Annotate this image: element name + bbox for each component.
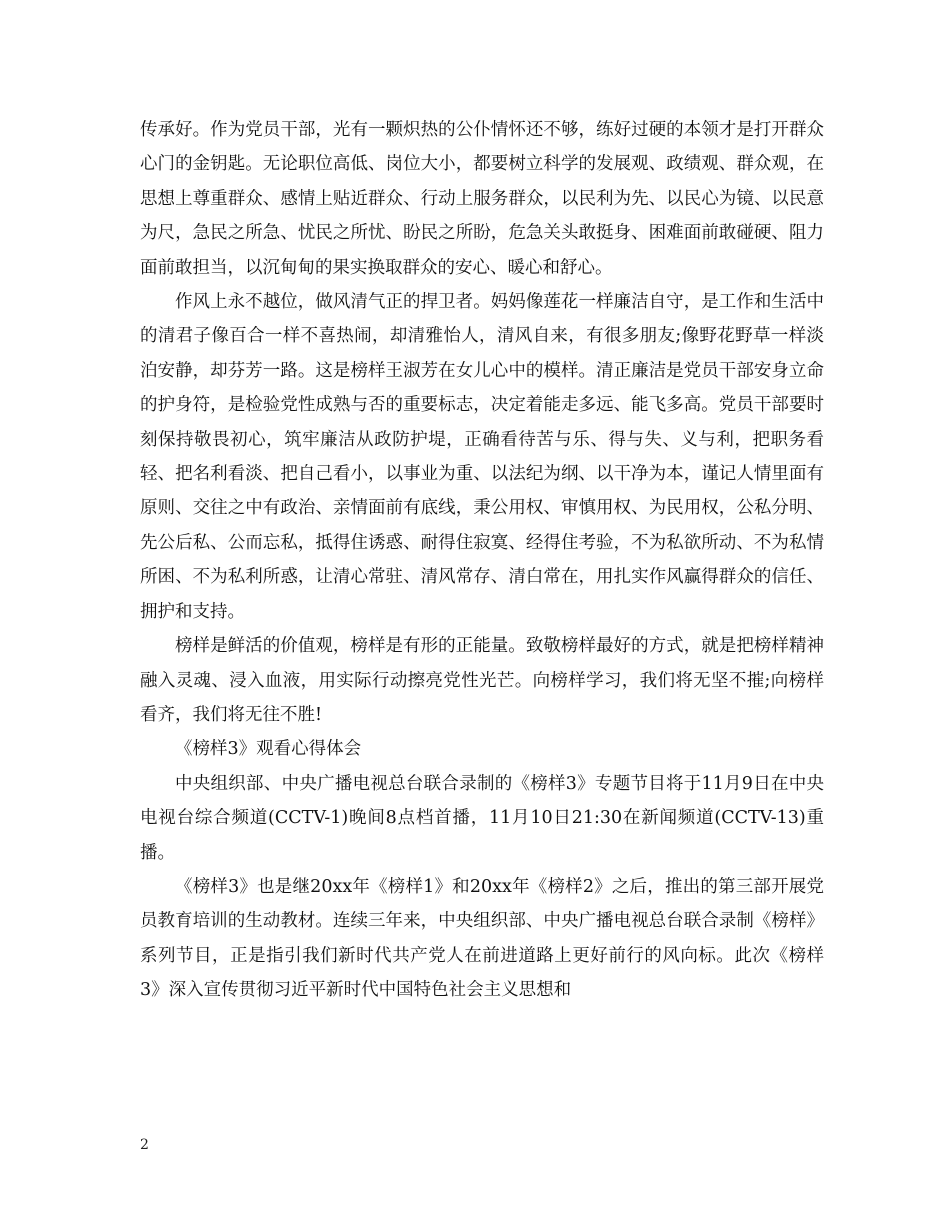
document-body — [140, 113, 824, 1008]
paragraph-broadcast-schedule: 中央组织部、中央广播电视总台联合录制的《榜样3》专题节目将于11月9日在中央电视台综合频道(CCTV-1)晚间8点档首播，11月10日21:30在新闻频道(CCTV-13)重播。 — [140, 773, 824, 863]
paragraph-continued: 传承好。作为党员干部，光有一颗炽热的公仆情怀还不够，练好过硬的本领才是打开群众心门的金钥匙。无论职位高低、岗位大小，都要树立科学的发展观、政绩观、群众观，在思想上尊重群众、感情上贴近群众、行动上服务群众，以民利为先、以民心为镜、以民意为尺，急民之所急、忧民之所忧、盼民之所盼，危急关头敢挺身、困难面前敢碰硬、阻力面前敢担当，以沉甸甸的果实换取群众的安心、暖心和舒心。 — [140, 120, 824, 278]
paragraph-role-model-values: 榜样是鲜活的价值观，榜样是有形的正能量。致敬榜样最好的方式，就是把榜样精神融入灵魂、浸入血液，用实际行动擦亮党性光芒。向榜样学习，我们将无坚不摧;向榜样看齐，我们将无往不胜! — [140, 636, 824, 725]
section-heading: 《榜样3》观看心得体会 — [175, 739, 362, 760]
paragraph-conduct: 作风上永不越位，做风清气正的捍卫者。妈妈像莲花一样廉洁自守，是工作和生活中的清君子像百合一样不喜热闹，却清雅怡人，清风自来，有很多朋友;像野花野草一样淡泊安静，却芬芳一路。这是榜样王淑芳在女儿心中的模样。清正廉洁是党员干部安身立命的护身符，是检验党性成熟与否的重要标志，决定着能走多远、能飞多高。党员干部要时刻保持敬畏初心，筑牢廉洁从政防护堤，正确看待苦与乐、得与失、义与利，把职务看轻、把名利看淡、把自己看小，以事业为重、以法纪为纲、以干净为本，谨记人情里面有原则、交往之中有政治、亲情面前有底线，秉公用权、审慎用权、为民用权，公私分明、先公后私、公而忘私，抵得住诱惑、耐得住寂寞、经得住考验，不为私欲所动、不为私情所困、不为私利所惑，让清心常驻、清风常存、清白常在，用扎实作风赢得群众的信任、拥护和支持。 — [140, 292, 824, 622]
page-number: 2 — [140, 1137, 149, 1153]
paragraph-series-background: 《榜样3》也是继20xx年《榜样1》和20xx年《榜样2》之后，推出的第三部开展党员教育培训的生动教材。连续三年来，中央组织部、中央广播电视总台联合录制《榜样》系列节目，正是指引我们新时代共产党人在前进道路上更好前行的风向标。此次《榜样3》深入宣传贯彻习近平新时代中国特色社会主义思想和 — [140, 876, 824, 1001]
